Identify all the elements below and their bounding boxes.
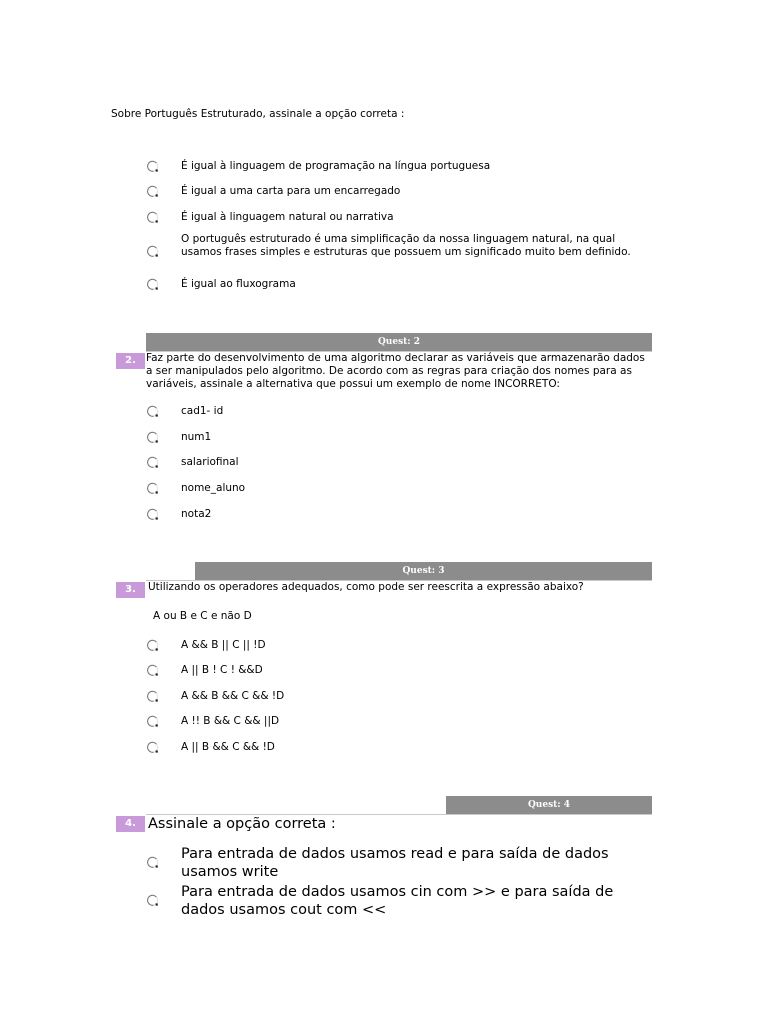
q3-option-2-label: A || B ! C ! &&D (181, 664, 263, 676)
radio-button-icon[interactable] (146, 160, 158, 172)
q1-option-5[interactable] (146, 277, 656, 292)
q2-option-2-label: num1 (181, 431, 212, 443)
q1-option-1-label: É igual à linguagem de programação na língua portuguesa (181, 160, 491, 172)
q1-option-4-label: O português estruturado é uma simplificação da nossa linguagem natural, na qual usamos frases simples e estruturas que possuem um significado muito bem definido. (181, 233, 631, 258)
q2-option-2[interactable] (146, 430, 656, 445)
radio-button-icon[interactable] (146, 508, 158, 520)
q3-option-1[interactable] (146, 638, 656, 653)
radio-button-icon[interactable] (146, 894, 158, 906)
q1-option-2[interactable] (146, 184, 656, 199)
q1-option-3-label: É igual à linguagem natural ou narrativa (181, 211, 394, 223)
q3-option-2[interactable] (146, 663, 656, 678)
radio-button-icon[interactable] (146, 482, 158, 494)
q2-option-4-label: nome_aluno (181, 482, 246, 494)
question-1-text: Sobre Português Estruturado, assinale a opção correta : (111, 108, 405, 120)
question-4-header: Quest: 4 (446, 796, 652, 814)
question-2-header: Quest: 2 (146, 333, 652, 351)
radio-button-icon[interactable] (146, 690, 158, 702)
q1-option-3[interactable] (146, 210, 656, 225)
radio-button-icon[interactable] (146, 664, 158, 676)
q2-option-5-label: nota2 (181, 508, 212, 520)
radio-button-icon[interactable] (146, 211, 158, 223)
q1-option-4[interactable] (146, 232, 656, 272)
q1-option-1[interactable] (146, 159, 656, 174)
q2-option-3-label: salariofinal (181, 456, 239, 468)
q1-option-2-label: É igual a uma carta para um encarregado (181, 185, 401, 197)
q4-option-1[interactable] (146, 845, 656, 881)
radio-button-icon[interactable] (146, 431, 158, 443)
q2-option-5[interactable] (146, 507, 656, 522)
question-3-text: Utilizando os operadores adequados, como pode ser reescrita a expressão abaixo? (148, 581, 584, 593)
q2-option-1-label: cad1- id (181, 405, 224, 417)
radio-button-icon[interactable] (146, 405, 158, 417)
radio-button-icon[interactable] (146, 715, 158, 727)
radio-button-icon[interactable] (146, 278, 158, 290)
radio-button-icon[interactable] (146, 741, 158, 753)
radio-button-icon[interactable] (146, 456, 158, 468)
radio-button-icon[interactable] (146, 185, 158, 197)
q3-option-3[interactable] (146, 689, 656, 704)
q3-option-3-label: A && B && C && !D (181, 690, 285, 702)
question-4-text: Assinale a opção correta : (148, 816, 336, 832)
question-3-expression: A ou B e C e não D (153, 610, 252, 622)
q2-option-3[interactable] (146, 455, 656, 470)
q2-option-4[interactable] (146, 481, 656, 496)
q3-option-5[interactable] (146, 740, 656, 755)
q2-option-1[interactable] (146, 404, 656, 419)
q1-option-5-label: É igual ao fluxograma (181, 278, 296, 290)
q3-option-1-label: A && B || C || !D (181, 639, 266, 651)
question-2-text: Faz parte do desenvolvimento de uma algoritmo declarar as variáveis que armazenarão dados a ser manipulados pelo algoritmo. De acordo com as regras para criação dos nomes para as variáveis, assinale a alternativa que possui um exemplo de nome INCORRETO: (146, 352, 645, 390)
radio-button-icon[interactable] (146, 245, 158, 257)
question-3-number: 3. (116, 582, 145, 598)
radio-button-icon[interactable] (146, 856, 158, 868)
q3-option-4-label: A !! B && C && ||D (181, 715, 280, 727)
q3-option-5-label: A || B && C && !D (181, 741, 275, 753)
question-3-header: Quest: 3 (195, 562, 652, 580)
radio-button-icon[interactable] (146, 639, 158, 651)
question-2-number: 2. (116, 353, 145, 369)
q4-option-2-label: Para entrada de dados usamos cin com >> e para saída de dados usamos cout com << (181, 884, 614, 918)
q3-option-4[interactable] (146, 714, 656, 729)
q4-option-2[interactable] (146, 883, 656, 919)
question-4-number: 4. (116, 816, 145, 832)
q4-option-1-label: Para entrada de dados usamos read e para saída de dados usamos write (181, 846, 609, 880)
